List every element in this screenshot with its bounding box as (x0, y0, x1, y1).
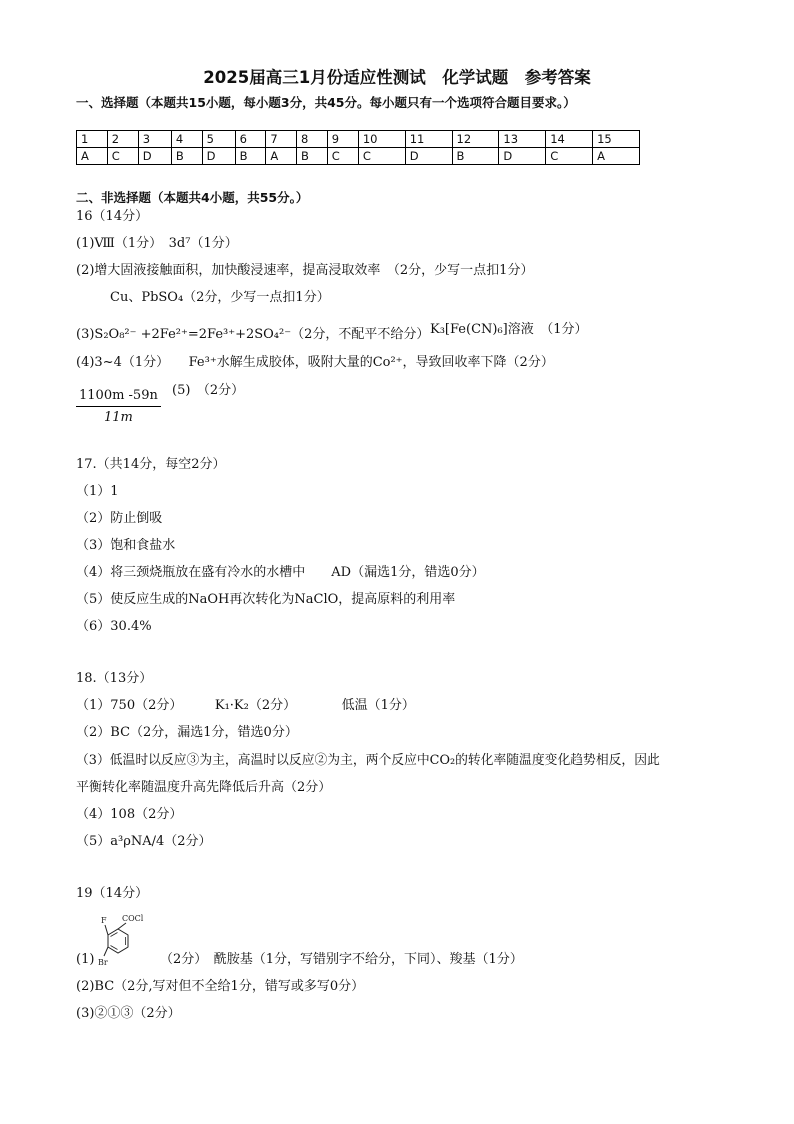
q16-answer-3b: K₃[Fe(CN)₆]溶液 （1分） (430, 322, 588, 337)
fraction-denominator: 11m (103, 410, 133, 425)
q18-answer-4: （4）108（2分） (76, 807, 183, 822)
table-cell: B (235, 148, 266, 165)
q16-answer-1: (1)Ⅷ（1分） 3d⁷（1分） (76, 236, 238, 251)
q19-answer-1: （2分） 酰胺基（1分，写错别字不给分，下同）、羧基（1分） (160, 952, 523, 967)
q19-answer-3: (3)②①③（2分） (76, 1006, 181, 1021)
table-cell: 10 (358, 131, 405, 148)
table-cell: C (546, 148, 593, 165)
q19-heading: 19（14分） (76, 886, 149, 901)
bond-to-bromine (104, 947, 108, 956)
answer-table (76, 130, 640, 165)
table-cell: C (327, 148, 358, 165)
table-cell: 11 (405, 131, 452, 148)
table-cell: 4 (171, 131, 202, 148)
q18-answer-5: （5）a³ρNA/4（2分） (76, 834, 212, 849)
table-cell: B (171, 148, 202, 165)
section2-heading: 二、非选择题（本题共4小题，共55分。） (76, 190, 309, 205)
fluorine-label: F (101, 916, 107, 925)
table-cell: C (358, 148, 405, 165)
q18-heading: 18.（13分） (76, 671, 153, 686)
table-cell: D (405, 148, 452, 165)
table-cell: 1 (77, 131, 108, 148)
table-cell: A (266, 148, 297, 165)
q17-answer-2: （2）防止倒吸 (76, 511, 163, 526)
q16-heading: 16（14分） (76, 209, 149, 224)
table-cell: A (77, 148, 108, 165)
table-cell: 2 (107, 131, 138, 148)
bond-to-fluorine (105, 925, 108, 935)
q16-fraction (76, 388, 161, 425)
table-cell: 3 (138, 131, 171, 148)
q17-answer-1: （1）1 (76, 484, 119, 499)
table-cell: 8 (297, 131, 328, 148)
q16-answer-2: (2)增大固液接触面积，加快酸浸速率，提高浸取效率 （2分，少写一点扣1分） (76, 263, 534, 278)
section1-heading: 一、选择题（本题共15小题，每小题3分，共45分。每小题只有一个选项符合题目要求。） (76, 95, 576, 110)
answer-table-answer-row (77, 148, 640, 165)
table-cell: 9 (327, 131, 358, 148)
table-cell: 14 (546, 131, 593, 148)
q18-answer-1: （1）750（2分） K₁·K₂（2分） 低温（1分） (76, 698, 415, 713)
q17-answer-4: （4）将三颈烧瓶放在盛有冷水的水槽中 AD（漏选1分，错选0分） (76, 565, 485, 580)
table-cell: 15 (593, 131, 640, 148)
table-cell: B (297, 148, 328, 165)
acyl-chloride-label: COCl (122, 914, 144, 923)
q17-answer-5: （5）使反应生成的NaOH再次转化为NaClO，提高原料的利用率 (76, 592, 456, 607)
q19-answer-2: (2)BC（2分,写对但不全给1分，错写或多写0分） (76, 979, 365, 994)
q16-answer-3a: (3)S₂O₈²⁻ +2Fe²⁺=2Fe³⁺+2SO₄²⁻（2分，不配平不给分） (76, 327, 430, 342)
q19-answer-1-prefix: (1) (76, 952, 95, 967)
table-cell: A (593, 148, 640, 165)
bromine-label: Br (98, 958, 108, 967)
table-cell: C (107, 148, 138, 165)
q17-heading: 17.（共14分，每空2分） (76, 457, 226, 472)
page-title: 2025届高三1月份适应性测试 化学试题 参考答案 (203, 68, 591, 87)
table-cell: 5 (202, 131, 235, 148)
q16-answer-5: (5) （2分） (172, 383, 245, 398)
q17-answer-3: （3）饱和食盐水 (76, 538, 176, 553)
benzene-ring (108, 929, 128, 953)
molecule-structure-image (96, 912, 158, 970)
table-cell: 7 (266, 131, 297, 148)
table-cell: 13 (499, 131, 546, 148)
q18-answer-3a: （3）低温时以反应③为主，高温时以反应②为主，两个反应中CO₂的转化率随温度变化趋势相反，因此 (76, 753, 660, 768)
q17-answer-6: （6）30.4% (76, 619, 152, 634)
table-cell: D (499, 148, 546, 165)
table-cell: B (452, 148, 499, 165)
answer-table-number-row (77, 131, 640, 148)
q18-answer-2: （2）BC（2分，漏选1分，错选0分） (76, 725, 298, 740)
table-cell: D (138, 148, 171, 165)
bond-to-acyl (118, 923, 126, 929)
table-cell: 12 (452, 131, 499, 148)
q16-answer-2b: Cu、PbSO₄（2分，少写一点扣1分） (110, 290, 330, 305)
fraction-numerator: 1100m -59n (76, 388, 161, 407)
table-cell: D (202, 148, 235, 165)
q18-answer-3b: 平衡转化率随温度升高先降低后升高（2分） (76, 780, 332, 795)
table-cell: 6 (235, 131, 266, 148)
q16-answer-4: (4)3~4（1分） Fe³⁺水解生成胶体，吸附大量的Co²⁺，导致回收率下降（2分） (76, 355, 554, 370)
